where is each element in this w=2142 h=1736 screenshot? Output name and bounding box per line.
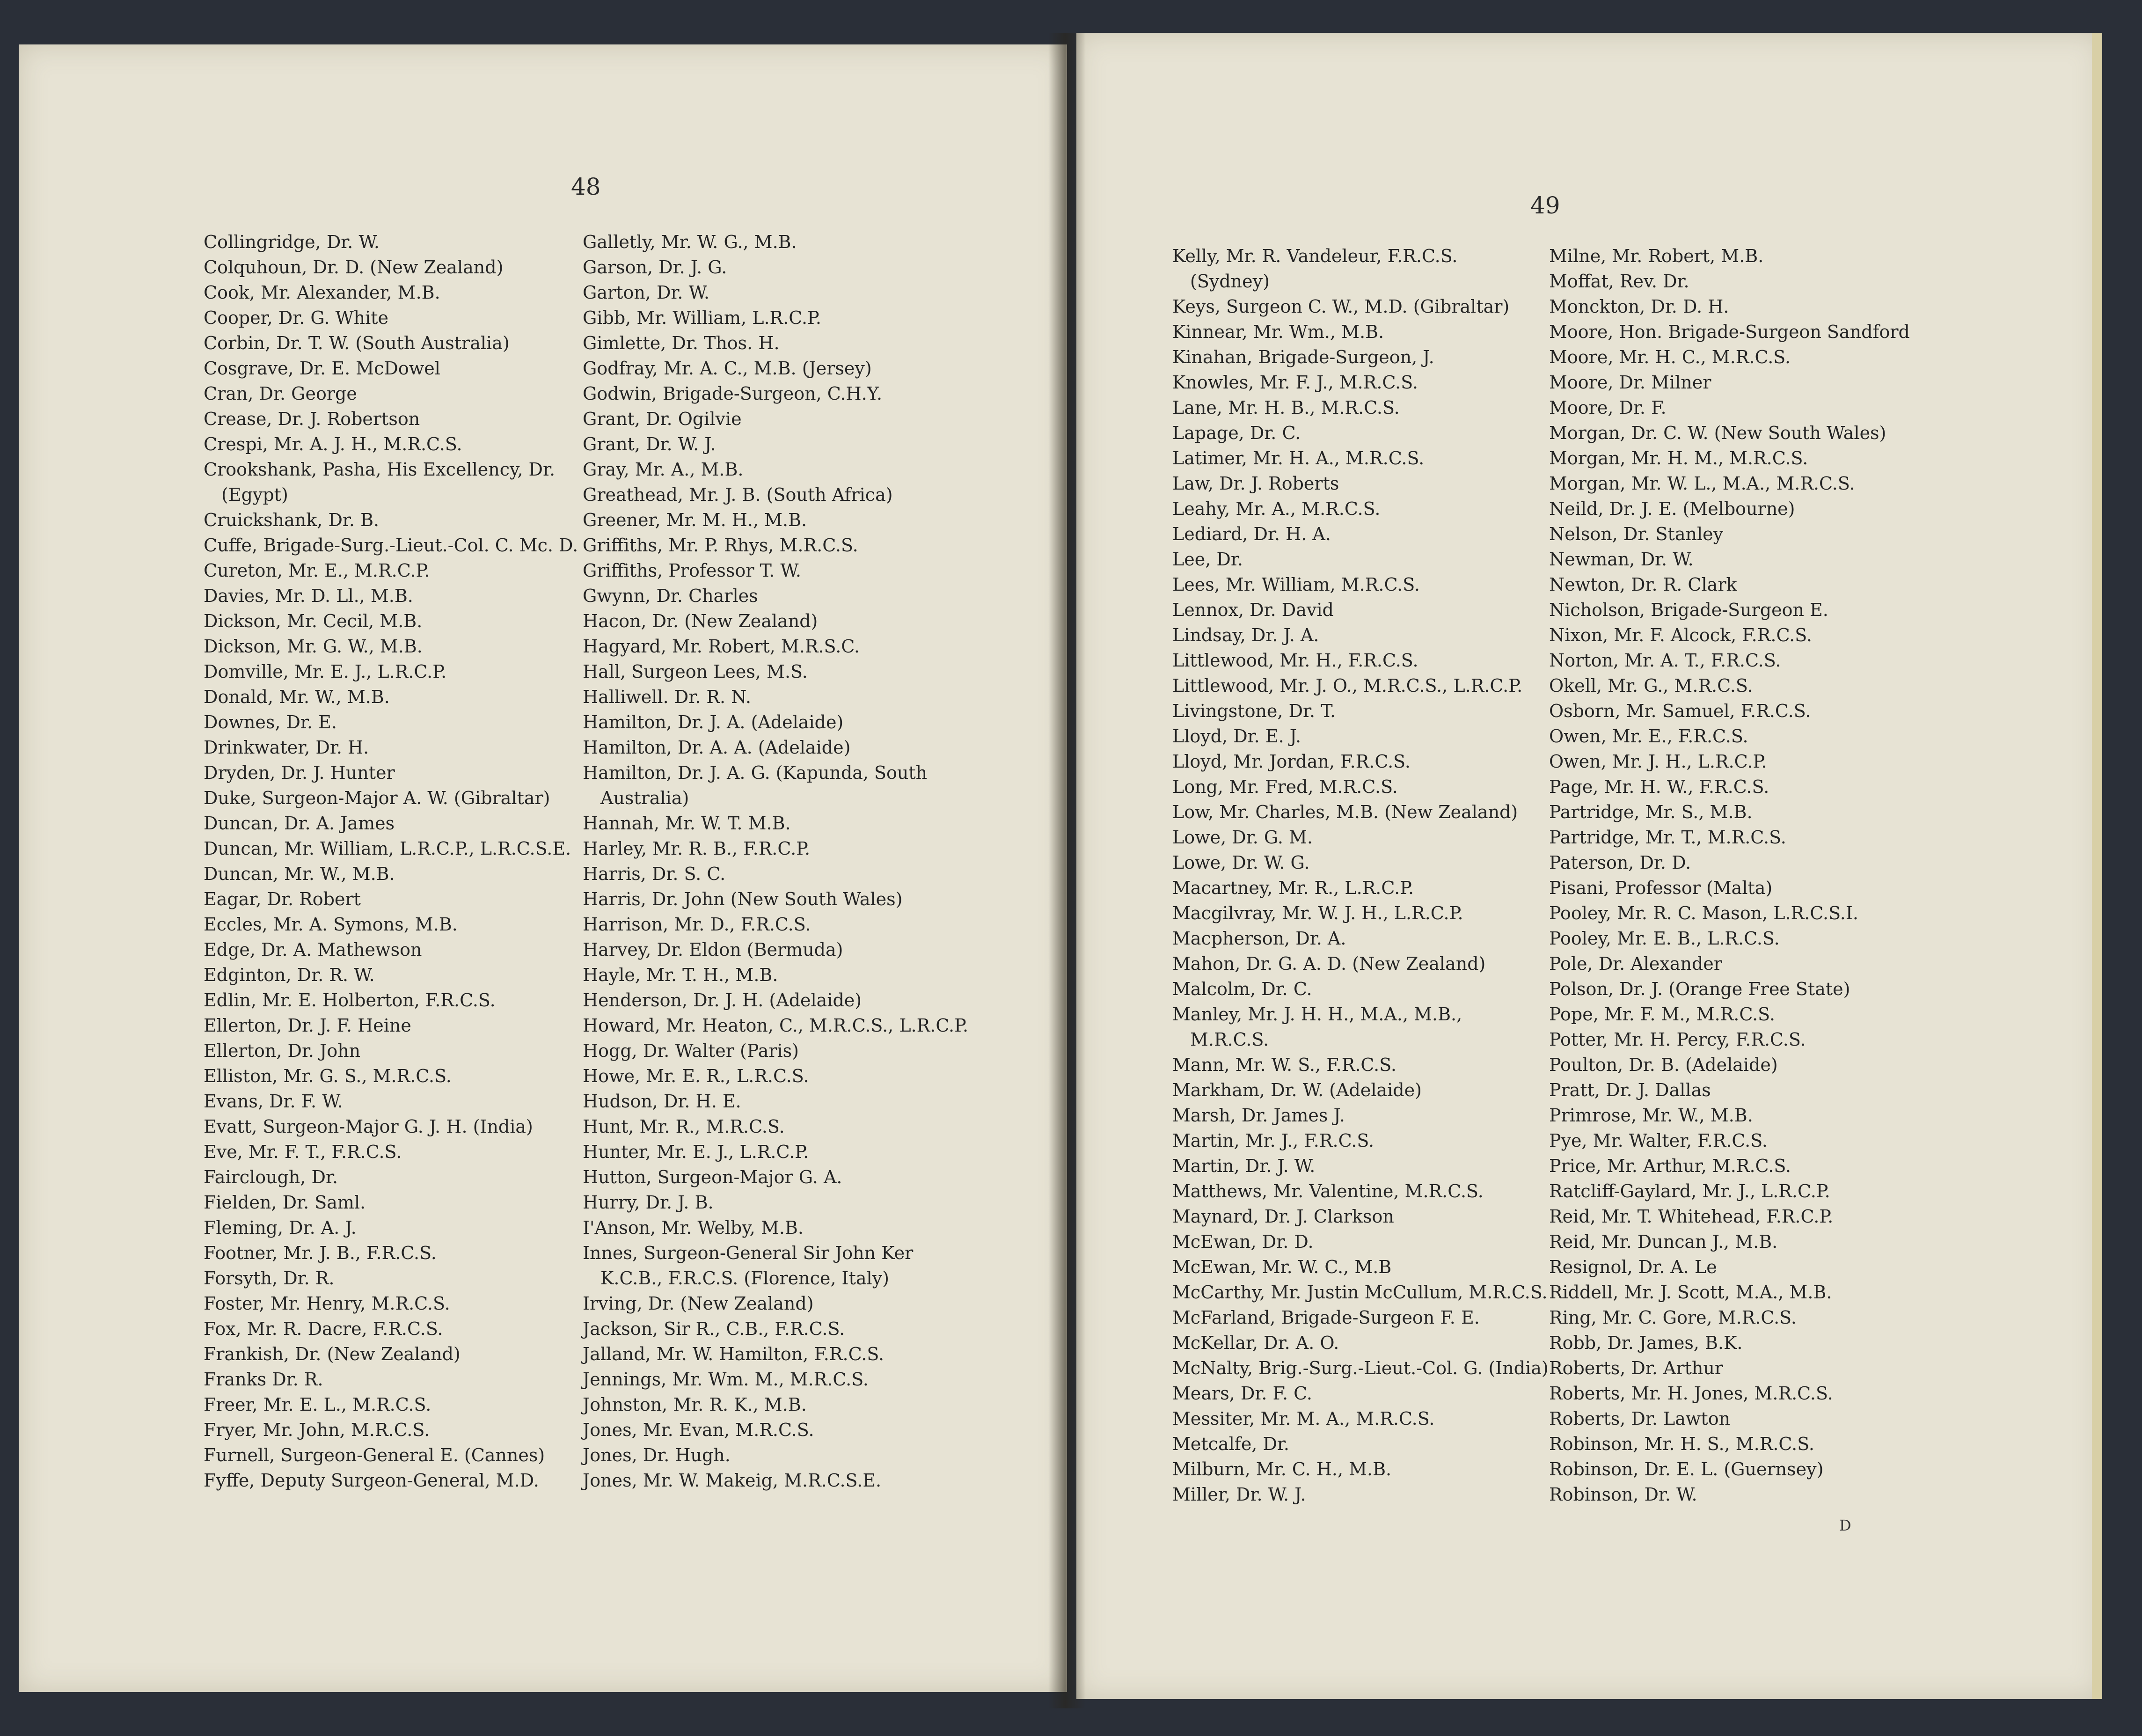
member-entry: McEwan, Mr. W. C., M.B [1172,1257,1392,1277]
name-column-left [204,229,578,1493]
member-entry: Cosgrave, Dr. E. McDowel [204,358,440,379]
member-entry: Footner, Mr. J. B., F.R.C.S. [204,1243,437,1263]
member-entry: Littlewood, Mr. H., F.R.C.S. [1172,650,1418,671]
member-entry: Moore, Mr. H. C., M.R.C.S. [1549,347,1791,367]
member-entry: Domville, Mr. E. J., L.R.C.P. [204,661,447,682]
member-entry: Monckton, Dr. D. H. [1549,296,1729,317]
member-entry: Ring, Mr. C. Gore, M.R.C.S. [1549,1307,1797,1328]
member-entry: I'Anson, Mr. Welby, M.B. [583,1217,804,1238]
member-entry: Roberts, Dr. Arthur [1549,1358,1724,1378]
page-number: 49 [1530,192,1560,219]
member-entry: Downes, Dr. E. [204,712,337,732]
member-entry: Greathead, Mr. J. B. (South Africa) [583,484,893,505]
member-entry: Lediard, Dr. H. A. [1172,524,1331,544]
member-entry: Partridge, Mr. T., M.R.C.S. [1549,827,1786,848]
member-entry: Morgan, Dr. C. W. (New South Wales) [1549,423,1886,443]
member-entry: Hall, Surgeon Lees, M.S. [583,661,808,682]
member-entry: Griffiths, Mr. P. Rhys, M.R.C.S. [583,535,858,556]
member-entry: Owen, Mr. E., F.R.C.S. [1549,726,1748,747]
member-entry: Norton, Mr. A. T., F.R.C.S. [1549,650,1781,671]
member-entry: Fleming, Dr. A. J. [204,1217,357,1238]
member-entry: Leahy, Mr. A., M.R.C.S. [1172,498,1381,519]
member-entry: Price, Mr. Arthur, M.R.C.S. [1549,1156,1791,1176]
member-entry: Markham, Dr. W. (Adelaide) [1172,1080,1422,1100]
member-entry: Duncan, Mr. William, L.R.C.P., L.R.C.S.E. [204,838,571,859]
member-entry: Pratt, Dr. J. Dallas [1549,1080,1711,1100]
member-entry: Furnell, Surgeon-General E. (Cannes) [204,1445,545,1465]
member-entry: Law, Dr. J. Roberts [1172,473,1339,494]
member-entry: Donald, Mr. W., M.B. [204,687,390,707]
member-entry: Gibb, Mr. William, L.R.C.P. [583,308,821,328]
entry-continuation: (Sydney) [1190,271,1270,292]
member-entry: Hannah, Mr. W. T. M.B. [583,813,791,834]
member-entry: Potter, Mr. H. Percy, F.R.C.S. [1549,1029,1806,1050]
member-entry: Reid, Mr. Duncan J., M.B. [1549,1231,1778,1252]
member-entry: Riddell, Mr. J. Scott, M.A., M.B. [1549,1282,1832,1303]
member-entry: Pooley, Mr. E. B., L.R.C.S. [1549,928,1780,949]
member-entry: Knowles, Mr. F. J., M.R.C.S. [1172,372,1418,393]
name-column-right [583,229,968,1493]
member-entry: Crespi, Mr. A. J. H., M.R.C.S. [204,434,462,454]
member-entry: Cran, Dr. George [204,383,357,404]
member-entry: Howard, Mr. Heaton, C., M.R.C.S., L.R.C.P. [583,1015,969,1036]
member-entry: Davies, Mr. D. Ll., M.B. [204,586,413,606]
member-entry: McCarthy, Mr. Justin McCullum, M.R.C.S. [1172,1282,1548,1303]
member-entry: Hamilton, Dr. A. A. (Adelaide) [583,737,851,758]
member-entry: Latimer, Mr. H. A., M.R.C.S. [1172,448,1425,469]
member-entry: Moore, Dr. Milner [1549,372,1711,393]
member-entry: Pooley, Mr. R. C. Mason, L.R.C.S.I. [1549,903,1858,923]
member-entry: Primrose, Mr. W., M.B. [1549,1105,1753,1126]
member-entry: Pisani, Professor (Malta) [1549,878,1773,898]
member-entry: Robb, Dr. James, B.K. [1549,1333,1743,1353]
member-entry: McFarland, Brigade-Surgeon F. E. [1172,1307,1480,1328]
member-entry: Johnston, Mr. R. K., M.B. [583,1394,807,1415]
member-entry: Lee, Dr. [1172,549,1243,570]
right-page [1076,33,2101,1699]
left-page [19,44,1067,1692]
member-entry: Matthews, Mr. Valentine, M.R.C.S. [1172,1181,1484,1201]
member-entry: McEwan, Dr. D. [1172,1231,1314,1252]
member-entry: Innes, Surgeon-General Sir John Ker [583,1243,914,1263]
member-entry: Hutton, Surgeon-Major G. A. [583,1167,842,1187]
name-column-left [1172,243,1549,1507]
member-entry: Henderson, Dr. J. H. (Adelaide) [583,990,862,1011]
member-entry: Nicholson, Brigade-Surgeon E. [1549,600,1828,620]
member-entry: Lennox, Dr. David [1172,600,1334,620]
member-entry: Kelly, Mr. R. Vandeleur, F.R.C.S. [1172,246,1458,266]
member-entry: Robinson, Mr. H. S., M.R.C.S. [1549,1434,1814,1454]
member-entry: Keys, Surgeon C. W., M.D. (Gibraltar) [1172,296,1510,317]
member-entry: Moore, Hon. Brigade-Surgeon Sandford [1549,322,1910,342]
member-entry: Resignol, Dr. A. Le [1549,1257,1717,1277]
member-entry: Harley, Mr. R. B., F.R.C.P. [583,838,811,859]
entry-continuation: Australia) [600,788,689,808]
member-entry: Nixon, Mr. F. Alcock, F.R.C.S. [1549,625,1813,645]
member-entry: Marsh, Dr. James J. [1172,1105,1345,1126]
member-entry: Mahon, Dr. G. A. D. (New Zealand) [1172,953,1486,974]
member-entry: Griffiths, Professor T. W. [583,560,801,581]
member-entry: Moffat, Rev. Dr. [1549,271,1689,292]
member-entry: Kinahan, Brigade-Surgeon, J. [1172,347,1434,367]
member-entry: Reid, Mr. T. Whitehead, F.R.C.P. [1549,1206,1834,1227]
member-entry: Dickson, Mr. Cecil, M.B. [204,611,423,631]
member-entry: Lloyd, Dr. E. J. [1172,726,1301,747]
member-entry: Duncan, Dr. A. James [204,813,395,834]
member-entry: Pye, Mr. Walter, F.R.C.S. [1549,1130,1768,1151]
member-entry: Forsyth, Dr. R. [204,1268,335,1289]
member-entry: Hacon, Dr. (New Zealand) [583,611,818,631]
member-entry: Edge, Dr. A. Mathewson [204,939,422,960]
member-entry: Poulton, Dr. B. (Adelaide) [1549,1055,1778,1075]
member-entry: Frankish, Dr. (New Zealand) [204,1344,461,1364]
member-entry: Pole, Dr. Alexander [1549,953,1722,974]
member-entry: Drinkwater, Dr. H. [204,737,369,758]
member-entry: Polson, Dr. J. (Orange Free State) [1549,979,1850,999]
member-entry: Foster, Mr. Henry, M.R.C.S. [204,1293,450,1314]
member-entry: Martin, Dr. J. W. [1172,1156,1316,1176]
member-entry: Lowe, Dr. G. M. [1172,827,1313,848]
member-entry: Jennings, Mr. Wm. M., M.R.C.S. [583,1369,869,1390]
member-entry: Littlewood, Mr. J. O., M.R.C.S., L.R.C.P. [1172,675,1523,696]
member-entry: Milburn, Mr. C. H., M.B. [1172,1459,1392,1480]
member-entry: Lloyd, Mr. Jordan, F.R.C.S. [1172,751,1411,772]
member-entry: Galletly, Mr. W. G., M.B. [583,232,797,252]
entry-continuation: M.R.C.S. [1190,1029,1269,1050]
page-edge [2092,33,2102,1699]
member-entry: Newman, Dr. W. [1549,549,1694,570]
member-entry: Edlin, Mr. E. Holberton, F.R.C.S. [204,990,496,1011]
member-entry: Hagyard, Mr. Robert, M.R.S.C. [583,636,860,657]
member-entry: Hunt, Mr. R., M.R.C.S. [583,1116,785,1137]
member-entry: Gray, Mr. A., M.B. [583,459,744,480]
member-entry: Fairclough, Dr. [204,1167,338,1187]
member-entry: Gimlette, Dr. Thos. H. [583,333,780,353]
member-entry: Macartney, Mr. R., L.R.C.P. [1172,878,1414,898]
member-entry: Elliston, Mr. G. S., M.R.C.S. [204,1066,452,1086]
member-entry: Cuffe, Brigade-Surg.-Lieut.-Col. C. Mc. D. [204,535,578,556]
member-entry: Garson, Dr. J. G. [583,257,727,278]
member-entry: Harris, Dr. John (New South Wales) [583,889,903,909]
member-entry: Grant, Dr. Ogilvie [583,409,742,429]
member-entry: Robinson, Dr. W. [1549,1484,1697,1505]
member-entry: Cooper, Dr. G. White [204,308,389,328]
member-entry: Ellerton, Dr. John [204,1040,361,1061]
member-entry: Lindsay, Dr. J. A. [1172,625,1319,645]
member-entry: McNalty, Brig.-Surg.-Lieut.-Col. G. (India) [1172,1358,1549,1378]
member-entry: Morgan, Mr. W. L., M.A., M.R.C.S. [1549,473,1855,494]
member-entry: Martin, Mr. J., F.R.C.S. [1172,1130,1374,1151]
member-entry: Collingridge, Dr. W. [204,232,380,252]
member-entry: Fryer, Mr. John, M.R.C.S. [204,1420,430,1440]
member-entry: Jackson, Sir R., C.B., F.R.C.S. [583,1318,845,1339]
member-entry: Cook, Mr. Alexander, M.B. [204,282,440,303]
member-entry: Garton, Dr. W. [583,282,710,303]
member-entry: Cureton, Mr. E., M.R.C.P. [204,560,430,581]
member-entry: Crookshank, Pasha, His Excellency, Dr. [204,459,556,480]
member-entry: Ratcliff-Gaylard, Mr. J., L.R.C.P. [1549,1181,1830,1201]
member-entry: Milne, Mr. Robert, M.B. [1549,246,1764,266]
member-entry: Hayle, Mr. T. H., M.B. [583,965,778,985]
member-entry: Godwin, Brigade-Surgeon, C.H.Y. [583,383,883,404]
member-entry: Metcalfe, Dr. [1172,1434,1290,1454]
member-entry: Corbin, Dr. T. W. (South Australia) [204,333,510,353]
member-entry: Manley, Mr. J. H. H., M.A., M.B., [1172,1004,1462,1025]
page-number: 48 [571,173,601,200]
member-entry: Newton, Dr. R. Clark [1549,574,1737,595]
member-entry: Livingstone, Dr. T. [1172,701,1336,721]
member-entry: Duncan, Mr. W., M.B. [204,864,395,884]
member-entry: Freer, Mr. E. L., M.R.C.S. [204,1394,431,1415]
member-entry: Macgilvray, Mr. W. J. H., L.R.C.P. [1172,903,1463,923]
member-entry: Paterson, Dr. D. [1549,852,1691,873]
member-entry: Harvey, Dr. Eldon (Bermuda) [583,939,843,960]
member-entry: Jalland, Mr. W. Hamilton, F.R.C.S. [583,1344,885,1364]
name-column-right [1549,243,1910,1507]
entry-continuation: (Egypt) [221,484,288,505]
member-entry: Morgan, Mr. H. M., M.R.C.S. [1549,448,1808,469]
member-entry: Cruickshank, Dr. B. [204,510,380,530]
member-entry: Edginton, Dr. R. W. [204,965,375,985]
member-entry: Page, Mr. H. W., F.R.C.S. [1549,776,1769,797]
member-entry: Roberts, Mr. H. Jones, M.R.C.S. [1549,1383,1833,1404]
member-entry: Evatt, Surgeon-Major G. J. H. (India) [204,1116,533,1137]
member-entry: Lapage, Dr. C. [1172,423,1301,443]
member-entry: Howe, Mr. E. R., L.R.C.S. [583,1066,809,1086]
member-entry: Kinnear, Mr. Wm., M.B. [1172,322,1384,342]
member-entry: Malcolm, Dr. C. [1172,979,1312,999]
member-entry: Lowe, Dr. W. G. [1172,852,1310,873]
member-entry: Robinson, Dr. E. L. (Guernsey) [1549,1459,1824,1480]
member-entry: Hogg, Dr. Walter (Paris) [583,1040,799,1061]
member-entry: Miller, Dr. W. J. [1172,1484,1306,1505]
member-entry: Hunter, Mr. E. J., L.R.C.P. [583,1142,809,1162]
book-spine [1048,33,1086,1708]
member-entry: Long, Mr. Fred, M.R.C.S. [1172,776,1398,797]
member-entry: Ellerton, Dr. J. F. Heine [204,1015,411,1036]
member-entry: Duke, Surgeon-Major A. W. (Gibraltar) [204,788,550,808]
member-entry: Moore, Dr. F. [1549,397,1667,418]
member-entry: Godfray, Mr. A. C., M.B. (Jersey) [583,358,872,379]
member-entry: Partridge, Mr. S., M.B. [1549,802,1753,822]
member-entry: Macpherson, Dr. A. [1172,928,1346,949]
member-entry: Fox, Mr. R. Dacre, F.R.C.S. [204,1318,443,1339]
member-entry: Messiter, Mr. M. A., M.R.C.S. [1172,1408,1435,1429]
member-entry: Neild, Dr. J. E. (Melbourne) [1549,498,1795,519]
member-entry: Greener, Mr. M. H., M.B. [583,510,807,530]
member-entry: Jones, Mr. Evan, M.R.C.S. [583,1420,814,1440]
member-entry: Okell, Mr. G., M.R.C.S. [1549,675,1753,696]
member-entry: Grant, Dr. W. J. [583,434,716,454]
member-entry: Hamilton, Dr. J. A. G. (Kapunda, South [583,762,928,783]
member-entry: Colquhoun, Dr. D. (New Zealand) [204,257,504,278]
member-entry: Low, Mr. Charles, M.B. (New Zealand) [1172,802,1518,822]
member-entry: Halliwell. Dr. R. N. [583,687,752,707]
member-entry: Eagar, Dr. Robert [204,889,361,909]
member-entry: Franks Dr. R. [204,1369,323,1390]
entry-continuation: K.C.B., F.R.C.S. (Florence, Italy) [600,1268,889,1289]
member-entry: McKellar, Dr. A. O. [1172,1333,1339,1353]
member-entry: Eve, Mr. F. T., F.R.C.S. [204,1142,402,1162]
member-entry: Mann, Mr. W. S., F.R.C.S. [1172,1055,1396,1075]
member-entry: Dryden, Dr. J. Hunter [204,762,395,783]
member-entry: Nelson, Dr. Stanley [1549,524,1724,544]
member-entry: Fielden, Dr. Saml. [204,1192,366,1213]
member-entry: Maynard, Dr. J. Clarkson [1172,1206,1394,1227]
member-entry: Jones, Mr. W. Makeig, M.R.C.S.E. [583,1470,882,1491]
signature-mark: D [1839,1516,1851,1534]
member-entry: Irving, Dr. (New Zealand) [583,1293,814,1314]
member-entry: Owen, Mr. J. H., L.R.C.P. [1549,751,1767,772]
member-entry: Roberts, Dr. Lawton [1549,1408,1731,1429]
member-entry: Eccles, Mr. A. Symons, M.B. [204,914,458,935]
member-entry: Evans, Dr. F. W. [204,1091,343,1112]
member-entry: Jones, Dr. Hugh. [583,1445,731,1465]
member-entry: Dickson, Mr. G. W., M.B. [204,636,423,657]
member-entry: Lane, Mr. H. B., M.R.C.S. [1172,397,1400,418]
member-entry: Fyffe, Deputy Surgeon-General, M.D. [204,1470,539,1491]
member-entry: Lees, Mr. William, M.R.C.S. [1172,574,1420,595]
member-entry: Mears, Dr. F. C. [1172,1383,1312,1404]
member-entry: Harris, Dr. S. C. [583,864,726,884]
member-entry: Osborn, Mr. Samuel, F.R.C.S. [1549,701,1811,721]
member-entry: Hurry, Dr. J. B. [583,1192,714,1213]
member-entry: Harrison, Mr. D., F.R.C.S. [583,914,811,935]
member-entry: Hudson, Dr. H. E. [583,1091,741,1112]
member-entry: Pope, Mr. F. M., M.R.C.S. [1549,1004,1775,1025]
member-entry: Crease, Dr. J. Robertson [204,409,420,429]
member-entry: Gwynn, Dr. Charles [583,586,758,606]
member-entry: Hamilton, Dr. J. A. (Adelaide) [583,712,844,732]
